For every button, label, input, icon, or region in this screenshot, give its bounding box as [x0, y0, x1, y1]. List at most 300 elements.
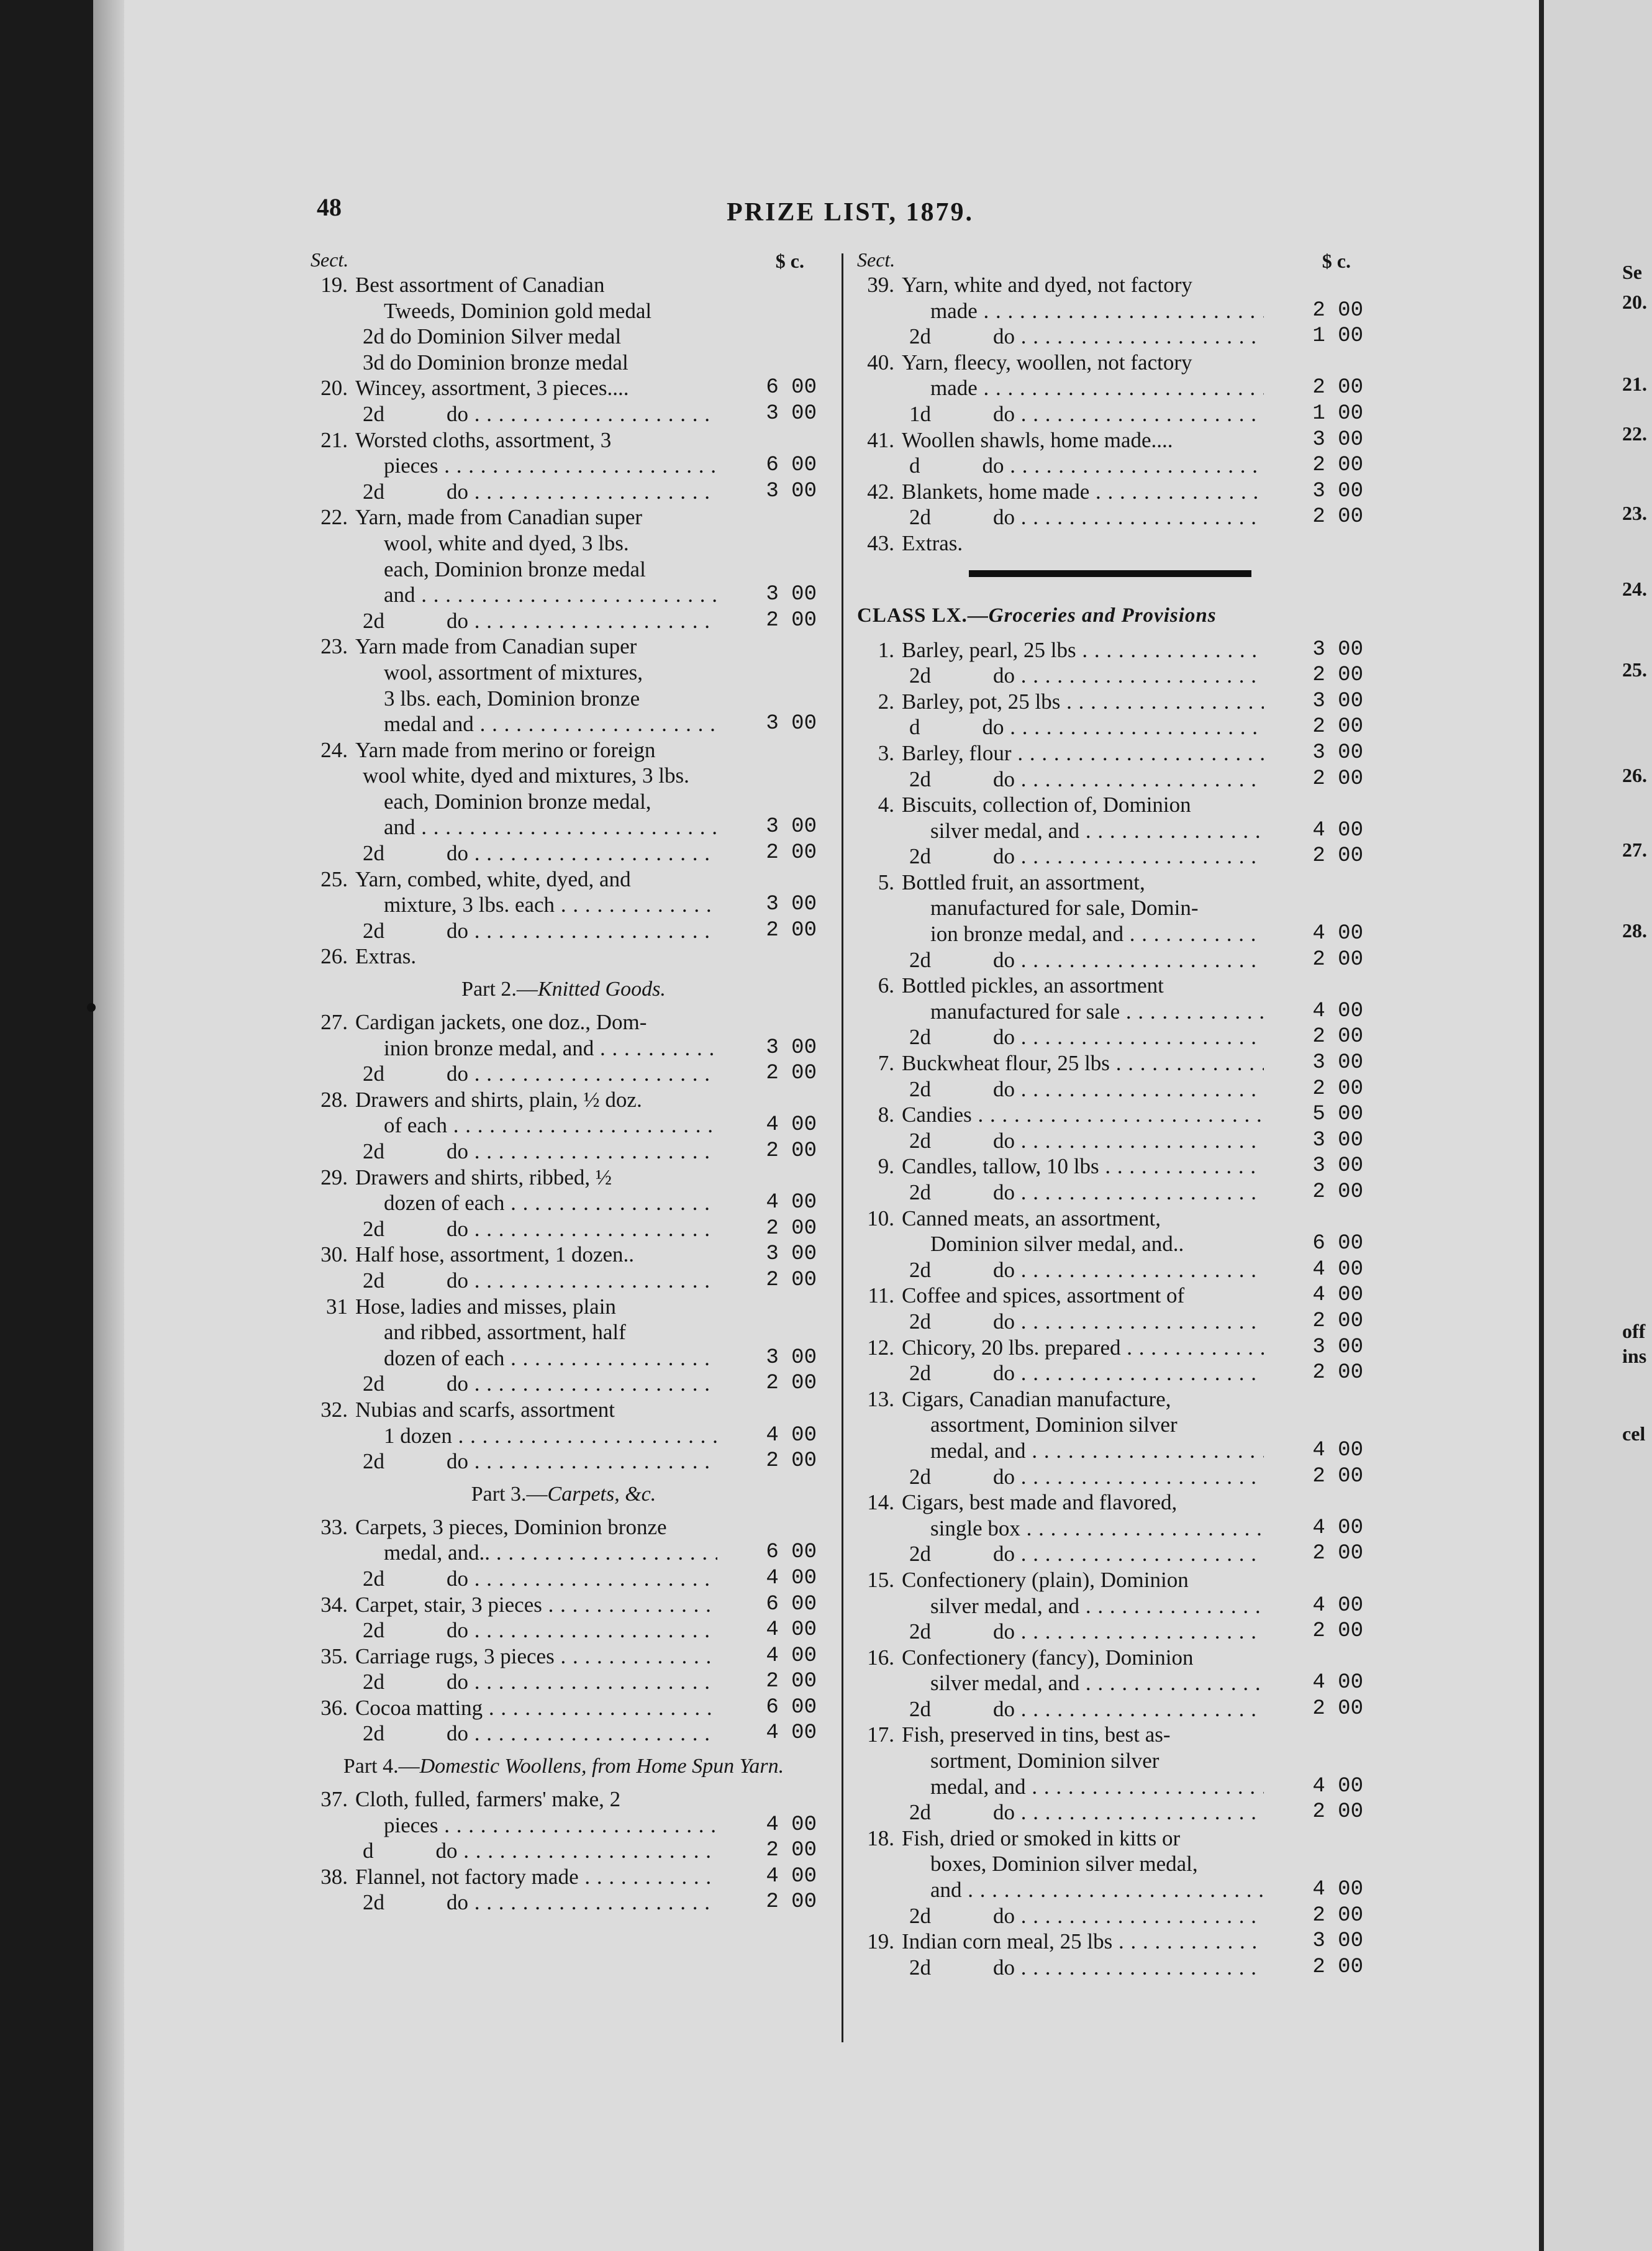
- prize-description-text: Extras.: [902, 530, 963, 555]
- prize-list-line: [311, 711, 817, 737]
- prize-description-text: medal and: [384, 712, 474, 737]
- prize-description: [363, 1838, 717, 1864]
- ditto-mark: do: [447, 1268, 468, 1293]
- prize-amount: 3 00: [766, 1035, 817, 1060]
- prize-description: [902, 637, 1264, 663]
- prize-description: [384, 686, 717, 712]
- prize-list-line: [311, 840, 817, 866]
- prize-list-line: [857, 1826, 1363, 1852]
- prize-description: [355, 1087, 717, 1113]
- ditto-mark: do: [447, 1670, 468, 1694]
- ditto-mark: do: [993, 1542, 1015, 1567]
- prize-amount: 2 00: [766, 841, 817, 865]
- section-number: 32.: [320, 1397, 348, 1422]
- ditto-mark: do: [993, 1180, 1015, 1204]
- prize-description: [363, 479, 717, 505]
- section-number: 3.: [878, 740, 894, 765]
- prize-description: [355, 504, 717, 530]
- prize-description: [909, 1541, 1264, 1567]
- prize-description: [930, 1593, 1264, 1619]
- prize-description: [384, 453, 717, 479]
- prize-description: [363, 1216, 717, 1242]
- prize-list-line: [311, 298, 817, 324]
- prize-description-text: and: [930, 1878, 962, 1903]
- prize-description: [902, 350, 1264, 376]
- prize-description-text: Barley, pearl, 25 lbs: [902, 637, 1076, 662]
- ditto-mark: do: [993, 1903, 1015, 1928]
- prize-amount: 2 00: [1312, 715, 1363, 739]
- prize-list-line: [857, 1050, 1363, 1076]
- prize-amount: 3 00: [766, 815, 817, 839]
- prize-description: [909, 844, 1264, 870]
- left-column-header: [311, 248, 817, 272]
- prize-amount: 2 00: [766, 918, 817, 942]
- ditto-mark: do: [993, 505, 1015, 530]
- prize-description: [384, 1035, 717, 1062]
- prize-description: [902, 1567, 1264, 1593]
- ditto-mark: do: [982, 715, 1004, 740]
- prize-amount: 2 00: [1312, 1542, 1363, 1566]
- prize-list-line: [311, 1889, 817, 1916]
- prize-description-text: 2d: [363, 1371, 384, 1396]
- prize-description-text: 2d: [909, 1800, 931, 1825]
- prize-list-line: [857, 740, 1363, 766]
- ditto-mark: do: [447, 1216, 468, 1241]
- prize-list-line: [311, 1139, 817, 1165]
- prize-description: [909, 714, 1264, 740]
- prize-list-line: [857, 350, 1363, 376]
- section-number: 22.: [320, 505, 348, 530]
- prize-description: [909, 1464, 1264, 1490]
- prize-description-text: medal, and: [930, 1438, 1026, 1463]
- prize-description: [384, 892, 717, 918]
- prize-description: [930, 1877, 1264, 1903]
- prize-amount: 4 00: [1312, 1283, 1363, 1307]
- section-number: 28.: [320, 1087, 348, 1112]
- prize-amount: 3 00: [1312, 689, 1363, 713]
- prize-description-text: 1d: [909, 401, 931, 426]
- adjacent-page-fragment: 22.: [1622, 422, 1647, 445]
- class-heading: [857, 594, 1363, 637]
- adjacent-page-fragment: Se: [1622, 261, 1642, 283]
- prize-amount: 2 00: [1312, 376, 1363, 400]
- prize-description-text: 2d: [363, 1268, 384, 1293]
- prize-list-line: [857, 947, 1363, 973]
- prize-list-line: [857, 973, 1363, 999]
- prize-amount: 2 00: [766, 1449, 817, 1473]
- prize-amount: 3 00: [1312, 1154, 1363, 1178]
- section-number: 6.: [878, 973, 894, 998]
- section-number: 31: [326, 1294, 348, 1319]
- ditto-mark: do: [447, 1618, 468, 1643]
- prize-description: [902, 479, 1264, 505]
- prize-description: [902, 870, 1264, 896]
- section-number: 36.: [320, 1695, 348, 1720]
- prize-list-line: [857, 1335, 1363, 1361]
- ditto-mark: do: [993, 1955, 1015, 1980]
- prize-amount: 2 00: [766, 1216, 817, 1240]
- prize-description: [902, 740, 1264, 766]
- prize-description: [384, 711, 717, 737]
- prize-description-text: silver medal, and: [930, 818, 1080, 843]
- prize-list-line: [311, 608, 817, 634]
- part-heading: [311, 970, 817, 1009]
- prize-description-text: Barley, flour: [902, 740, 1012, 765]
- prize-description: [930, 1774, 1264, 1800]
- prize-list-line: [857, 870, 1363, 896]
- prize-description: [363, 1617, 717, 1644]
- ditto-mark: do: [447, 1062, 468, 1086]
- prize-description: [355, 1294, 717, 1320]
- prize-amount: 2 00: [766, 1268, 817, 1292]
- prize-amount: 4 00: [1312, 1878, 1363, 1902]
- ditto-mark: do: [993, 844, 1015, 869]
- prize-description-text: Carriage rugs, 3 pieces: [355, 1644, 555, 1668]
- section-number: 34.: [320, 1592, 348, 1617]
- ditto-mark: do: [447, 1371, 468, 1396]
- prize-description: [363, 324, 717, 350]
- prize-amount: 2 00: [1312, 1619, 1363, 1644]
- prize-description-text: 2d do Dominion Silver medal: [363, 324, 622, 349]
- ditto-mark: do: [993, 663, 1015, 688]
- prize-description: [909, 1360, 1264, 1386]
- prize-list-line: [311, 1345, 817, 1371]
- section-number: 8.: [878, 1103, 894, 1127]
- prize-description: [909, 1955, 1264, 1981]
- prize-description-text: 2d: [909, 1903, 931, 1928]
- prize-description-text: Yarn, made from Canadian super: [355, 505, 643, 530]
- prize-list-line: [857, 401, 1363, 427]
- adjacent-page-fragment: 26.: [1622, 764, 1647, 786]
- prize-amount: 2 00: [766, 1062, 817, 1086]
- prize-description-text: Nubias and scarfs, assortment: [355, 1397, 615, 1422]
- prize-list-line: [311, 1268, 817, 1294]
- running-header: PRIZE LIST, 1879.: [727, 198, 974, 227]
- prize-description-text: 3 lbs. each, Dominion bronze: [384, 686, 640, 711]
- ditto-mark: do: [993, 324, 1015, 349]
- prize-list-line: [857, 714, 1363, 740]
- dollar-cents-label: $ c.: [1322, 250, 1351, 272]
- prize-amount: 2 00: [1312, 1361, 1363, 1385]
- prize-amount: 6 00: [766, 1592, 817, 1616]
- prize-description: [909, 1309, 1264, 1335]
- prize-description-text: 2d: [909, 1619, 931, 1644]
- prize-description: [363, 763, 717, 789]
- prize-description: [355, 1397, 717, 1423]
- prize-description: [384, 789, 717, 815]
- prize-description: [930, 1231, 1264, 1257]
- ditto-mark: do: [447, 918, 468, 943]
- ditto-mark: do: [993, 766, 1015, 791]
- prize-amount: 2 00: [766, 1890, 817, 1914]
- prize-list-line: [311, 1294, 817, 1320]
- prize-amount: 3 00: [1312, 1128, 1363, 1152]
- prize-description-text: 2d: [909, 1309, 931, 1334]
- ink-spot: [87, 1003, 96, 1012]
- prize-list-line: [857, 1696, 1363, 1722]
- prize-description-text: Fish, preserved in tins, best as-: [902, 1722, 1171, 1747]
- prize-list-line: [857, 1567, 1363, 1593]
- prize-list-line: [857, 427, 1363, 453]
- prize-amount: 2 00: [766, 608, 817, 632]
- prize-amount: 3 00: [766, 479, 817, 503]
- prize-list-line: [857, 1877, 1363, 1903]
- ditto-mark: do: [447, 401, 468, 426]
- prize-amount: 2 00: [766, 1839, 817, 1863]
- prize-description: [930, 921, 1264, 947]
- adjacent-page-fragment: ins: [1622, 1345, 1647, 1367]
- prize-amount: 3 00: [766, 893, 817, 917]
- section-number: 7.: [878, 1051, 894, 1076]
- prize-list-line: [857, 1541, 1363, 1567]
- prize-list-line: [857, 792, 1363, 818]
- prize-description: [355, 737, 717, 763]
- prize-list-line: [311, 944, 817, 970]
- prize-description-text: Woollen shawls, home made....: [902, 427, 1173, 452]
- prize-description-text: 2d: [363, 1139, 384, 1163]
- prize-list-line: [857, 1309, 1363, 1335]
- prize-description: [902, 1386, 1264, 1412]
- prize-list-line: [311, 1423, 817, 1449]
- prize-description: [930, 1748, 1264, 1774]
- prize-list-line: [311, 375, 817, 401]
- prize-description-text: Blankets, home made: [902, 479, 1090, 504]
- prize-description: [363, 350, 717, 376]
- prize-list-line: [857, 1851, 1363, 1877]
- prize-list-line: [311, 1216, 817, 1242]
- prize-description-text: 2d: [363, 1670, 384, 1694]
- prize-amount: 4 00: [1312, 1516, 1363, 1540]
- prize-description: [355, 1514, 717, 1540]
- prize-list-line: [311, 763, 817, 789]
- prize-amount: 4 00: [1312, 1593, 1363, 1617]
- prize-description-text: Indian corn meal, 25 lbs: [902, 1929, 1113, 1954]
- prize-amount: 4 00: [766, 1812, 817, 1837]
- sect-label: Sect.: [311, 248, 349, 271]
- page-number: 48: [317, 193, 342, 221]
- prize-description: [355, 634, 717, 660]
- prize-amount: 4 00: [1312, 818, 1363, 842]
- prize-description-text: sortment, Dominion silver: [930, 1749, 1160, 1773]
- prize-description-text: Cigars, Canadian manufacture,: [902, 1386, 1171, 1411]
- prize-description: [902, 1722, 1264, 1748]
- ditto-mark: do: [447, 1890, 468, 1915]
- prize-description-text: Canned meats, an assortment,: [902, 1206, 1161, 1230]
- prize-description-text: Carpets, 3 pieces, Dominion bronze: [355, 1514, 667, 1539]
- prize-description-text: 3d do Dominion bronze medal: [363, 350, 629, 375]
- prize-list-line: [857, 1903, 1363, 1929]
- prize-list-line: [857, 1386, 1363, 1412]
- prize-description: [355, 1786, 717, 1812]
- prize-description: [909, 453, 1264, 479]
- ditto-mark: do: [993, 1361, 1015, 1386]
- prize-description-text: made: [930, 376, 978, 401]
- prize-description: [909, 1257, 1264, 1283]
- prize-list-line: [857, 1929, 1363, 1955]
- prize-list-line: [311, 582, 817, 608]
- prize-description-text: dozen of each: [384, 1345, 505, 1370]
- prize-amount: 2 00: [1312, 298, 1363, 322]
- prize-description: [384, 1540, 717, 1566]
- section-number: 2.: [878, 689, 894, 714]
- prize-description: [909, 504, 1264, 530]
- prize-list-line: [857, 1206, 1363, 1232]
- prize-description-text: 2d: [909, 324, 931, 349]
- ditto-mark: do: [993, 1128, 1015, 1153]
- prize-list-line: [311, 1540, 817, 1566]
- prize-list-line: [857, 1360, 1363, 1386]
- section-number: 23.: [320, 634, 348, 659]
- prize-description-text: 2d: [363, 841, 384, 866]
- prize-amount: 4 00: [1312, 1671, 1363, 1695]
- prize-amount: 3 00: [1312, 427, 1363, 452]
- prize-amount: 4 00: [766, 1618, 817, 1642]
- prize-amount: 2 00: [1312, 1696, 1363, 1721]
- section-number: 15.: [867, 1567, 894, 1592]
- part-heading-label: Part 4.—: [343, 1755, 420, 1778]
- prize-description: [384, 1112, 717, 1139]
- prize-list-line: [857, 1438, 1363, 1464]
- ditto-mark: do: [993, 1309, 1015, 1334]
- prize-description-text: Extras.: [355, 944, 417, 969]
- prize-list-line: [857, 999, 1363, 1025]
- prize-list-line: [311, 1786, 817, 1812]
- prize-description-text: Tweeds, Dominion gold medal: [384, 298, 652, 323]
- prize-description-text: Fish, dried or smoked in kitts or: [902, 1826, 1181, 1850]
- prize-list-line: [857, 1128, 1363, 1154]
- prize-description: [930, 1851, 1264, 1877]
- next-page-sheet: [1544, 0, 1652, 2251]
- prize-description: [355, 272, 717, 298]
- prize-list-line: [857, 1489, 1363, 1516]
- prize-description-text: wool, white and dyed, 3 lbs.: [384, 530, 629, 555]
- prize-description-text: made: [930, 298, 978, 323]
- prize-description: [363, 1371, 717, 1397]
- prize-description: [384, 557, 717, 583]
- prize-list-line: [857, 324, 1363, 350]
- ditto-mark: do: [447, 1139, 468, 1163]
- prize-description-text: Buckwheat flour, 25 lbs: [902, 1051, 1110, 1076]
- prize-list-line: [311, 1035, 817, 1062]
- part-heading-title: Carpets, &c.: [547, 1482, 656, 1506]
- prize-description: [909, 663, 1264, 689]
- prize-amount: 2 00: [1312, 1955, 1363, 1979]
- prize-amount: 4 00: [766, 1113, 817, 1137]
- prize-description-text: ion bronze medal, and: [930, 922, 1124, 947]
- prize-description: [930, 1516, 1264, 1542]
- ditto-mark: do: [447, 841, 468, 866]
- prize-amount: 3 00: [1312, 1335, 1363, 1359]
- prize-description: [363, 840, 717, 866]
- prize-amount: 3 00: [1312, 479, 1363, 503]
- prize-amount: 4 00: [1312, 999, 1363, 1023]
- prize-list-line: [311, 918, 817, 944]
- prize-list-line: [857, 1516, 1363, 1542]
- prize-list-line: [311, 634, 817, 660]
- prize-description-text: Biscuits, collection of, Dominion: [902, 793, 1191, 817]
- prize-amount: 3 00: [766, 583, 817, 607]
- prize-list-line: [857, 453, 1363, 479]
- prize-description: [355, 1695, 717, 1721]
- prize-list-line: [311, 1112, 817, 1139]
- prize-description-text: Barley, pot, 25 lbs: [902, 689, 1061, 714]
- prize-description: [363, 1566, 717, 1592]
- prize-description: [930, 298, 1264, 324]
- prize-list-line: [857, 1076, 1363, 1103]
- prize-description-text: 2d: [363, 1618, 384, 1643]
- prize-description-text: dozen of each: [384, 1191, 505, 1216]
- prize-description: [363, 1139, 717, 1165]
- prize-description-text: Yarn, fleecy, woollen, not factory: [902, 350, 1192, 375]
- section-number: 19.: [320, 273, 348, 297]
- sect-label: Sect.: [857, 248, 896, 271]
- prize-description-text: 2d: [363, 1216, 384, 1241]
- prize-list-line: [311, 1644, 817, 1670]
- adjacent-page-fragment: cel: [1622, 1422, 1646, 1445]
- prize-description: [384, 298, 717, 324]
- prize-description: [909, 947, 1264, 973]
- prize-description-text: Yarn made from Canadian super: [355, 634, 637, 659]
- section-number: 41.: [867, 427, 894, 452]
- prize-description: [930, 895, 1264, 921]
- section-number: 12.: [867, 1335, 894, 1360]
- prize-list-line: [311, 737, 817, 763]
- prize-description: [355, 1165, 717, 1191]
- prize-description-text: 1 dozen: [384, 1423, 452, 1448]
- prize-description: [909, 324, 1264, 350]
- prize-amount: 6 00: [1312, 1232, 1363, 1256]
- section-rule: [857, 557, 1363, 594]
- prize-amount: 4 00: [766, 1721, 817, 1745]
- ditto-mark: do: [447, 479, 468, 504]
- part-heading-title: Domestic Woollens, from Home Spun Yarn.: [419, 1755, 784, 1778]
- ditto-mark: do: [447, 608, 468, 633]
- prize-list-line: [857, 1593, 1363, 1619]
- prize-description-text: and: [384, 583, 415, 607]
- prize-description: [902, 1826, 1264, 1852]
- prize-description-text: 2d: [363, 918, 384, 943]
- prize-description-text: pieces: [384, 1812, 438, 1837]
- prize-description-text: Candles, tallow, 10 lbs: [902, 1154, 1099, 1179]
- prize-description: [902, 792, 1264, 818]
- prize-description-text: 2d: [909, 1542, 931, 1567]
- prize-description: [902, 427, 1264, 453]
- prize-amount: 2 00: [1312, 947, 1363, 971]
- prize-amount: 4 00: [1312, 922, 1363, 946]
- prize-amount: 2 00: [1312, 1464, 1363, 1488]
- prize-description: [363, 1448, 717, 1475]
- ditto-mark: do: [993, 947, 1015, 972]
- prize-amount: 2 00: [1312, 1076, 1363, 1101]
- prize-description-text: Candies: [902, 1103, 972, 1127]
- prize-amount: 4 00: [1312, 1257, 1363, 1281]
- prize-description-text: 2d: [909, 505, 931, 530]
- prize-description-text: boxes, Dominion silver medal,: [930, 1852, 1198, 1876]
- prize-description-text: 2d: [909, 1128, 931, 1153]
- column-divider: [842, 253, 843, 2042]
- prize-description: [909, 1180, 1264, 1206]
- prize-amount: 2 00: [1312, 844, 1363, 868]
- prize-description-text: Bottled fruit, an assortment,: [902, 870, 1145, 894]
- adjacent-page-fragment: 25.: [1622, 658, 1647, 681]
- prize-list-line: [857, 1464, 1363, 1490]
- prize-description: [384, 660, 717, 686]
- section-number: 17.: [867, 1722, 894, 1747]
- prize-list-line: [857, 1257, 1363, 1283]
- prize-description: [384, 814, 717, 840]
- prize-description-text: 2d: [909, 1257, 931, 1282]
- prize-amount: 3 00: [766, 712, 817, 736]
